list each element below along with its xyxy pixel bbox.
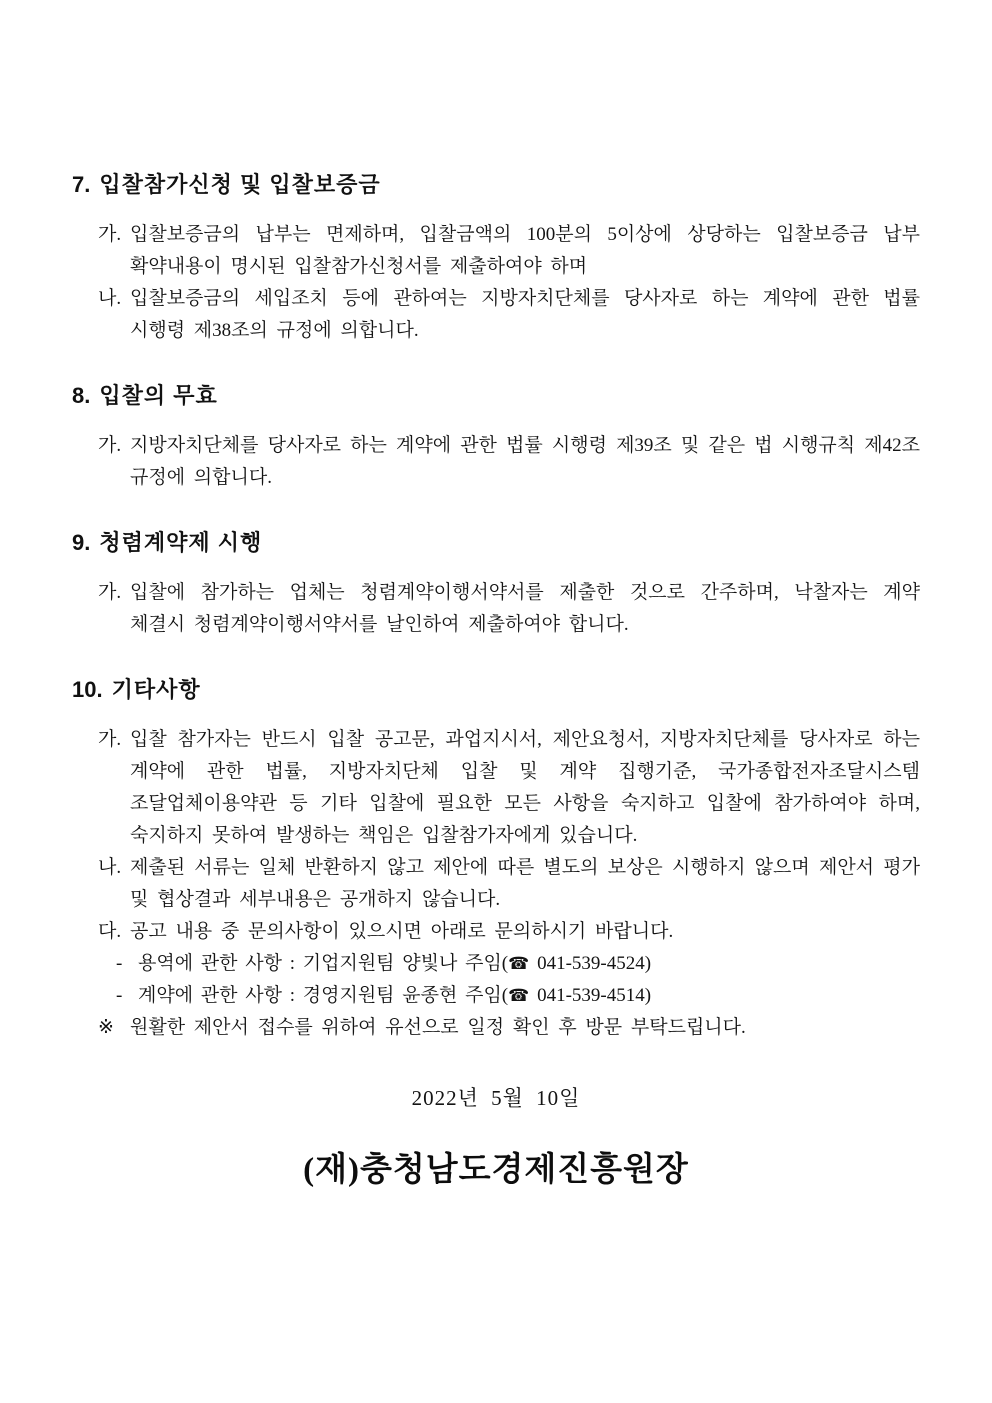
contact-line-service: [72, 948, 920, 980]
contact-text: [138, 948, 920, 980]
clause-label: 가.: [98, 435, 122, 456]
section-miscellaneous: [72, 678, 920, 1044]
phone-icon: ☎: [508, 986, 530, 1006]
clause-row: [72, 916, 920, 948]
clause-label: 나.: [98, 857, 122, 878]
clause-text: 지방자치단체를 당사자로 하는 계약에 관한 법률 시행령 제39조 및 같은 법 시행규칙 제42조 규정에 의합니다.: [130, 435, 920, 488]
contact-text: [138, 980, 920, 1012]
clause-row: [72, 283, 920, 347]
issuer-signature: (재)충청남도경제진흥원장: [303, 1152, 689, 1188]
section-heading: [72, 678, 920, 702]
clause-row: [72, 219, 920, 283]
section-title-text: 입찰의 무효: [99, 383, 218, 408]
clause-row: [72, 430, 920, 494]
clause-row: [72, 577, 920, 641]
note-row: [72, 1012, 920, 1044]
clause-label: 가.: [98, 224, 122, 245]
section-number: 8.: [72, 383, 91, 408]
clause-text: 입찰보증금의 세입조치 등에 관하여는 지방자치단체를 당사자로 하는 계약에 관한 법률 시행령 제38조의 규정에 의합니다.: [130, 288, 920, 341]
clause-label: 나.: [98, 288, 122, 309]
section-heading: [72, 173, 920, 197]
section-title-text: 기타사항: [111, 677, 201, 702]
clause-label: 가.: [98, 729, 122, 750]
contact-phone-number: 041-539-4524): [529, 953, 652, 974]
section-number: 9.: [72, 530, 91, 555]
section-integrity-contract: [72, 531, 920, 641]
clause-text: 입찰보증금의 납부는 면제하며, 입찰금액의 100분의 5이상에 상당하는 입찰보증금 납부 확약내용이 명시된 입찰참가신청서를 제출하여야 하며: [130, 224, 920, 277]
clause-text: 공고 내용 중 문의사항이 있으시면 아래로 문의하시기 바랍니다.: [130, 921, 674, 942]
section-bid-application-and-deposit: [72, 173, 920, 347]
section-heading: [72, 384, 920, 408]
section-heading: [72, 531, 920, 555]
reference-mark: ※: [98, 1017, 114, 1038]
section-title-text: 입찰참가신청 및 입찰보증금: [99, 172, 381, 197]
announcement-date: 2022년 5월 10일: [411, 1086, 581, 1110]
contact-text-before: 용역에 관한 사항 : 기업지원팀 양빛나 주임(: [138, 953, 509, 974]
dash-bullet: -: [116, 985, 123, 1006]
section-bid-invalidity: [72, 384, 920, 494]
note-text: 원활한 제안서 접수를 위하여 유선으로 일정 확인 후 방문 부탁드립니다.: [130, 1017, 746, 1038]
section-title-text: 청렴계약제 시행: [99, 530, 263, 555]
section-number: 7.: [72, 172, 91, 197]
clause-row: [72, 724, 920, 852]
clause-label: 가.: [98, 582, 122, 603]
section-number: 10.: [72, 677, 103, 702]
phone-icon: ☎: [508, 954, 530, 974]
clause-label: 다.: [98, 921, 122, 942]
clause-text: 입찰 참가자는 반드시 입찰 공고문, 과업지시서, 제안요청서, 지방자치단체를 당사자로 하는 계약에 관한 법률, 지방자치단체 입찰 및 계약 집행기준, 국가종합전자조달시스템 조달업체이용약관 등 기타 입찰에 필요한 모든 사항을 숙지하고 입찰에 참가하여야 하며, 숙지하지 못하여 발생하는 책임은 입찰참가자에게 있습니다.: [130, 729, 920, 846]
contact-phone-number: 041-539-4514): [529, 985, 652, 1006]
clause-text: 입찰에 참가하는 업체는 청렴계약이행서약서를 제출한 것으로 간주하며, 낙찰자는 계약 체결시 청렴계약이행서약서를 날인하여 제출하여야 합니다.: [130, 582, 920, 635]
clause-text: 제출된 서류는 일체 반환하지 않고 제안에 따른 별도의 보상은 시행하지 않으며 제안서 평가 및 협상결과 세부내용은 공개하지 않습니다.: [130, 857, 920, 910]
clause-row: [72, 852, 920, 916]
contact-text-before: 계약에 관한 사항 : 경영지원팀 윤종현 주임(: [138, 985, 509, 1006]
dash-bullet: -: [116, 953, 123, 974]
contact-line-contract: [72, 980, 920, 1012]
